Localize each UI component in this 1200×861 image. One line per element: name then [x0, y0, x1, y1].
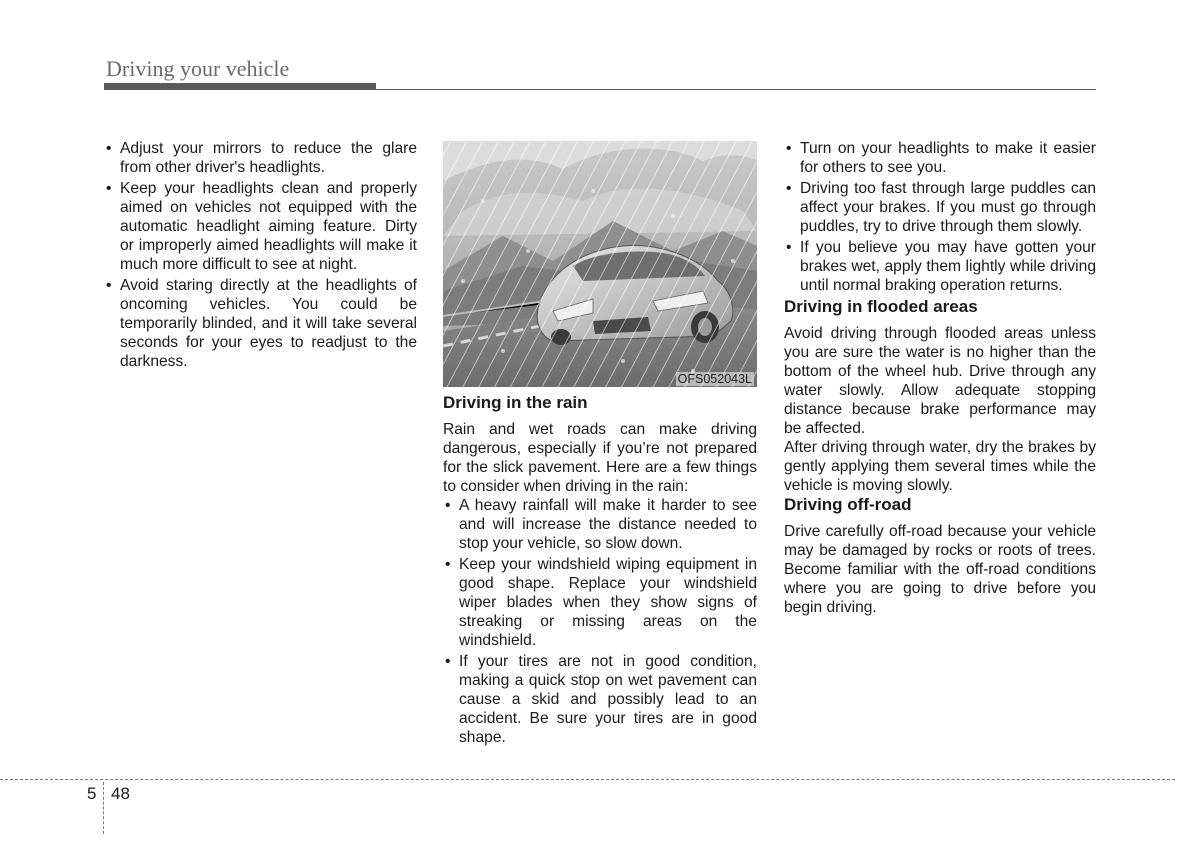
bullet-list — [784, 139, 1096, 295]
heading-off-road: Driving off-road — [784, 495, 912, 514]
column-2 — [443, 393, 757, 749]
header-rule-thin — [376, 89, 1096, 90]
bullet-list — [104, 139, 417, 371]
list-item: • Avoid staring directly at the headlights of oncoming vehicles. You could be temporarily blinded, and it will take several seconds for your eyes to readjust to the darkness. — [104, 276, 417, 371]
heading-flooded-areas: Driving in flooded areas — [784, 297, 978, 316]
figure-code: OFS052043L — [677, 372, 752, 386]
list-item: • If you believe you may have gotten your brakes wet, apply them lightly while driving until normal braking operation returns. — [784, 238, 1096, 295]
footer-vertical-divider — [103, 782, 104, 834]
list-item: • Adjust your mirrors to reduce the glare from other driver's headlights. — [104, 139, 417, 177]
page-number: 48 — [111, 784, 130, 803]
bullet-list — [443, 496, 757, 747]
list-item: • Keep your windshield wiping equipment in good shape. Replace your windshield wiper blades when they show signs of streaking or missing areas on the windshield. — [443, 555, 757, 650]
intro-paragraph: Rain and wet roads can make driving dangerous, especially if you’re not prepared for the slick pavement. Here are a few things to consider when driving in the rain: — [443, 421, 757, 495]
list-item: • Turn on your headlights to make it easier for others to see you. — [784, 139, 1096, 177]
header-rule-thick — [104, 83, 376, 90]
flooded-paragraph-1: Avoid driving through flooded areas unless you are sure the water is no higher than the bottom of the wheel hub. Drive through any water slowly. Allow adequate stopping distance because brake performance may be affected. — [784, 325, 1096, 437]
chapter-number: 5 — [87, 784, 97, 803]
list-item: • Driving too fast through large puddles can affect your brakes. If you must go through puddles, try to drive through them slowly. — [784, 179, 1096, 236]
column-1 — [104, 139, 417, 373]
list-item: • Keep your headlights clean and properly aimed on vehicles not equipped with the automatic headlight aiming feature. Dirty or improperly aimed headlights will make it much more difficult to see at night. — [104, 179, 417, 274]
off-road-paragraph: Drive carefully off-road because your vehicle may be damaged by rocks or roots of trees. Become familiar with the off-road conditions where you are going to drive before you begin driving. — [784, 523, 1096, 616]
footer-divider — [0, 779, 1175, 780]
rain-driving-figure — [443, 141, 757, 387]
car-in-rain-illustration — [443, 141, 757, 387]
column-3 — [784, 139, 1096, 617]
list-item: • A heavy rainfall will make it harder to see and will increase the distance needed to stop your vehicle, so slow down. — [443, 496, 757, 553]
list-item: • If your tires are not in good condition, making a quick stop on wet pavement can cause a skid and possibly lead to an accident. Be sure your tires are in good shape. — [443, 652, 757, 747]
flooded-paragraph-2: After driving through water, dry the brakes by gently applying them several times while the vehicle is moving slowly. — [784, 439, 1096, 494]
heading-driving-in-rain: Driving in the rain — [443, 393, 588, 412]
section-title: Driving your vehicle — [106, 56, 290, 81]
